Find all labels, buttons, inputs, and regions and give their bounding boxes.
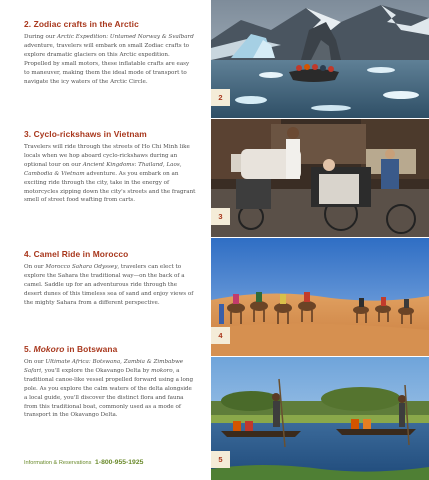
body-text: On our: [24, 264, 46, 270]
photo-number-badge: 4: [211, 327, 230, 344]
body-text: On our: [24, 359, 46, 365]
mokoro-term: mokoro: [151, 367, 173, 374]
photo-number-badge: 5: [211, 451, 230, 468]
section-number: 4.: [24, 249, 32, 259]
mokoro-canoe-photo: [211, 357, 429, 480]
section-zodiac: [24, 19, 196, 86]
section-title: in Botswana: [64, 344, 118, 354]
section-heading: [24, 129, 196, 139]
section-number: 3.: [24, 129, 32, 139]
section-heading: [24, 249, 196, 259]
section-number: 2.: [24, 19, 32, 29]
text-column: [0, 0, 210, 480]
phone-number[interactable]: 1-800-955-1925: [95, 459, 144, 466]
arctic-zodiac-photo: [211, 0, 429, 118]
trip-name: Morocco Sahara Odyssey: [45, 264, 118, 270]
section-camel: [24, 249, 196, 308]
section-heading: [24, 19, 196, 29]
camel-caravan-photo: [211, 238, 429, 356]
section-number: 5.: [24, 344, 32, 354]
body-text: , a traditional canoe-like vessel propelled forward using a long pole. As you explore the calm waters of the delta alongside a local guide, you'll discover the distinct flora and fauna from this traditional boat, commonly used as a mode of transport in the Okavango Delta.: [24, 367, 194, 419]
section-title: Zodiac crafts in the Arctic: [33, 19, 139, 29]
cyclo-rickshaw-photo: [211, 119, 429, 237]
trip-name: Arctic Expedition: Untamed Norway & Svalbard: [56, 34, 194, 40]
body-text: adventure, travelers will embark on small Zodiac crafts to explore dramatic glaciers on this Arctic expedition. Propelled by small motors, these inflatable crafts are easy to maneuver, making them the ideal mode of transport to navigate the icy waters of the Arctic Circle.: [24, 42, 190, 85]
footer-label: Information & Reservations: [24, 460, 92, 466]
trip-name: Ultimate Africa: Botswana, Zambia & Zimbabwe Safari: [24, 359, 184, 374]
section-title: Cyclo-rickshaws in Vietnam: [33, 129, 147, 139]
footer-contact: [24, 459, 143, 466]
section-body: [24, 358, 196, 420]
trip-name: Ancient Kingdoms: Thailand, Laos, Cambodia & Vietnam: [24, 161, 182, 177]
section-heading: [24, 344, 196, 354]
body-text: During our: [24, 34, 57, 40]
body-text: Travelers will ride through the streets of Ho Chi Minh like locals when we hop aboard cyclo-rickshaws during an optional tour on our: [24, 144, 190, 168]
section-title: Camel Ride in Morocco: [33, 249, 129, 259]
section-mokoro: [24, 344, 196, 420]
section-body: [24, 143, 196, 205]
section-body: [24, 33, 196, 86]
photo-number-badge: 3: [211, 208, 230, 225]
section-cyclo: [24, 129, 196, 205]
body-text: adventure. As you embark on an exciting ride through the city, take in the energy of motorcycles zipping down the city's streets and the fragrant smell of street food wafting from carts.: [24, 170, 196, 204]
body-text: , you'll explore the Okavango Delta by: [41, 367, 152, 374]
section-title-em: Mokoro: [33, 344, 65, 354]
photo-number-badge: 2: [211, 89, 230, 106]
section-body: [24, 263, 196, 308]
photo-column: [211, 0, 429, 480]
body-text: , travelers can elect to explore the Sahara the traditional way—on the back of a camel. Saddle up for an adventurous ride through the desert dunes of this timeless sea of sand and enjoy views of the mighty Sahara from a different perspective.: [24, 264, 194, 306]
